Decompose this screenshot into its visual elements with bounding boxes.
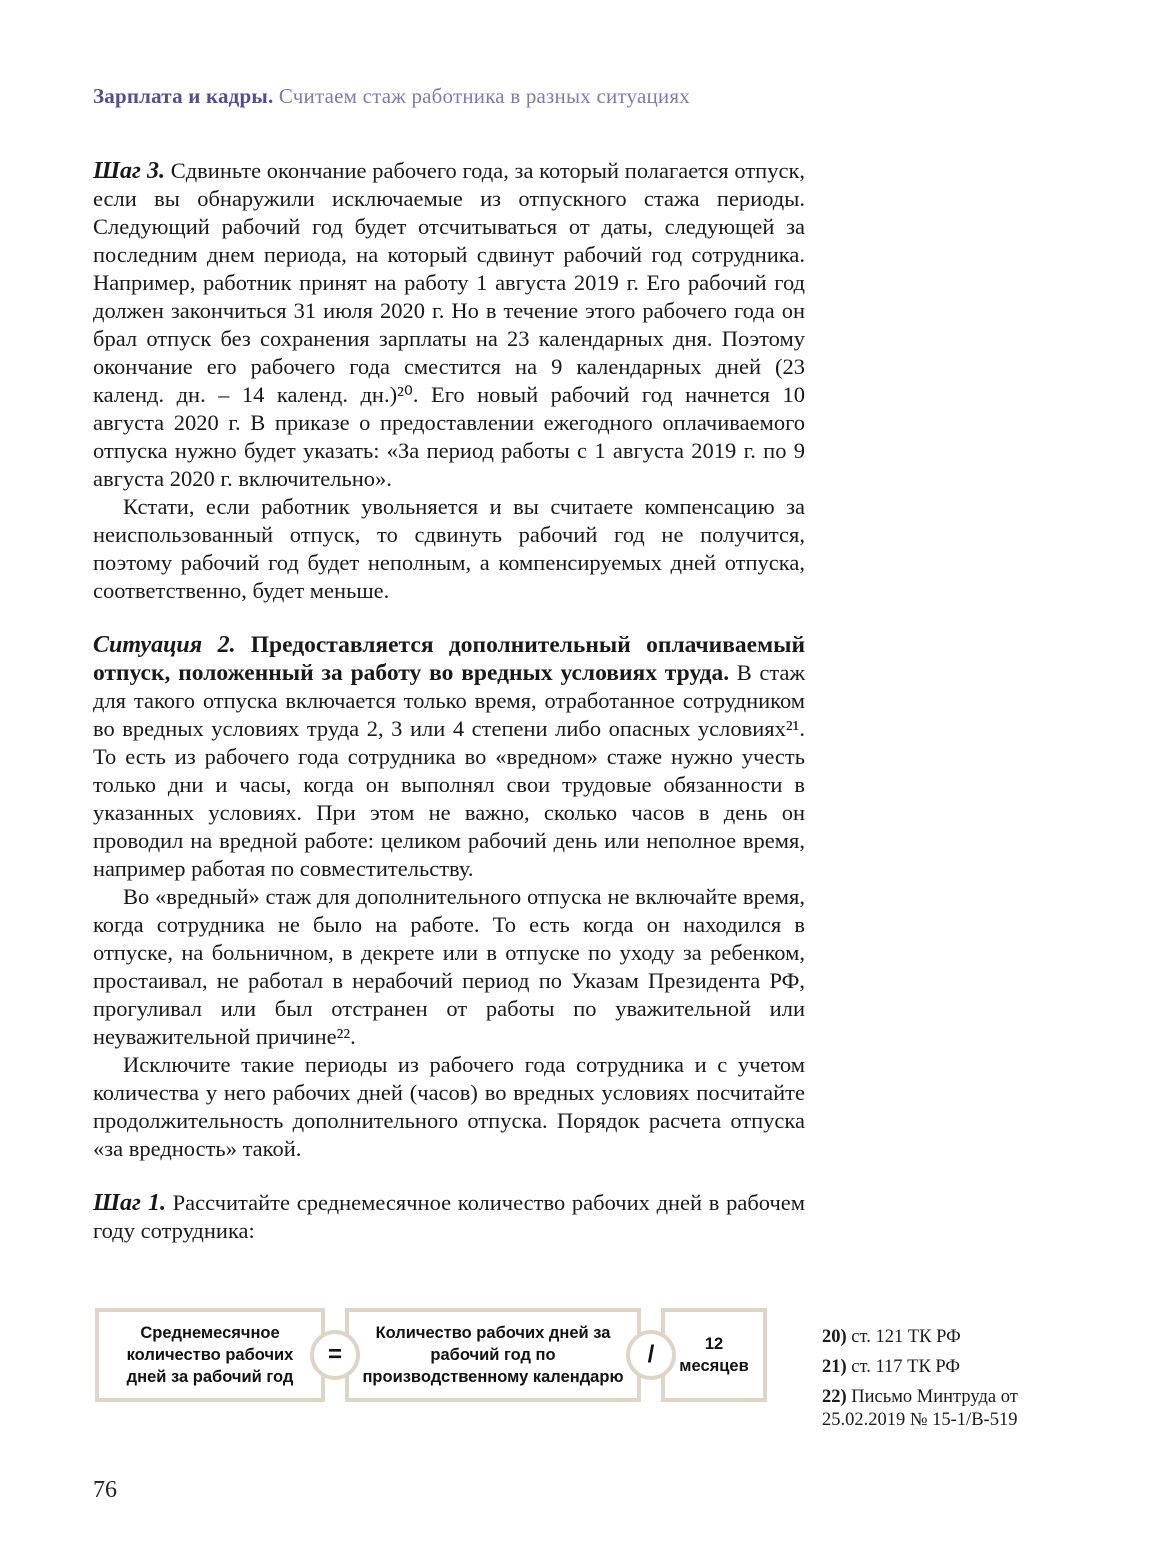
paragraph-text: Кстати, если работник увольняется и вы считаете компенсацию за неиспользованный отпуск, то сдвинуть рабочий год не получится, поэтому рабочий год будет неполным, а компенсируемых дней отпуска, соответственно, будет меньше. — [93, 494, 805, 603]
footnote-text: Письмо Минтруда от 25.02.2019 № 15-1/В-519 — [822, 1387, 1018, 1430]
footnote-21 — [822, 1356, 1062, 1379]
paragraph-situation-2 — [93, 631, 805, 883]
formula-box-numerator: Количество рабочих дней за рабочий год по производственному календарю — [345, 1308, 641, 1402]
footnote-text: ст. 121 ТК РФ — [851, 1327, 961, 1347]
footnote-text: ст. 117 ТК РФ — [851, 1357, 960, 1377]
footnote-20 — [822, 1326, 1062, 1349]
paragraph-compensation-note — [93, 493, 805, 605]
page-header — [93, 83, 690, 109]
article-body — [93, 157, 805, 1245]
formula-box-result: Среднемесячное количество рабочих дней за рабочий год — [95, 1308, 325, 1402]
header-brand: Зарплата и кадры. — [93, 84, 274, 108]
equals-operator-icon: = — [310, 1330, 360, 1380]
footnote-22 — [822, 1386, 1062, 1432]
paragraph-harmful-exclusions — [93, 883, 805, 1051]
paragraph-text: Исключите такие периоды из рабочего года сотрудника и с учетом количества у него рабочих дней (часов) во вредных условиях посчитайте продолжительность дополнительного отпуска. Порядок расчета отпуска «за вредность» такой. — [93, 1052, 805, 1161]
footnote-number: 21) — [822, 1357, 847, 1377]
paragraph-lead: Ситуация 2. — [93, 632, 236, 658]
paragraph-text: Сдвиньте окончание рабочего года, за который полагается отпуск, если вы обнаружили исключаемые из отпускного стажа периоды. Следующий рабочий год будет отсчитываться от даты, следующей за последним днем периода, на который сдвинут рабочий год сотрудника. Например, работник принят на работу 1 августа 2019 г. Его рабочий год должен закончиться 31 июля 2020 г. Но в течение этого рабочего года он брал отпуск без сохранения зарплаты на 23 календарных дня. Поэтому окончание его рабочего года сместится на 9 календарных дней (23 календ. дн. – 14 календ. дн.)²⁰. Его новый рабочий год начнется 10 августа 2020 г. В приказе о предоставлении ежегодного оплачиваемого отпуска нужно будет указать: «За период работы с 1 августа 2019 г. по 9 августа 2020 г. включительно». — [93, 158, 805, 491]
formula-row — [95, 1308, 767, 1402]
paragraph-lead: Шаг 1. — [93, 1190, 166, 1216]
paragraph-text: Во «вредный» стаж для дополнительного отпуска не включайте время, когда сотрудника не было на работе. То есть когда он находился в отпуске, на больничном, в декрете или в отпуске по уходу за ребенком, простаивал, не работал в нерабочий период по Указам Президента РФ, прогуливал или был отстранен от работы по уважительной или неуважительной причине²². — [93, 884, 805, 1049]
paragraph-lead: Шаг 3. — [93, 158, 165, 184]
paragraph-bold: Предоставляется дополнительный оплачиваемый отпуск, положенный за работу во вредных условиях труда. — [93, 632, 805, 686]
header-title: Считаем стаж работника в разных ситуациях — [278, 84, 690, 108]
paragraph-step-3 — [93, 157, 805, 493]
divide-operator-icon: / — [626, 1330, 676, 1380]
footnote-number: 20) — [822, 1327, 847, 1347]
footnote-number: 22) — [822, 1387, 847, 1407]
paragraph-text: В стаж для такого отпуска включается только время, отработанное сотрудником во вредных условиях труда 2, 3 или 4 степени либо опасных условиях²¹. То есть из рабочего года сотрудника во «вредном» стаже нужно учесть только дни и часы, когда он выполнял свои трудовые обязанности в указанных условиях. При этом не важно, сколько часов в день он проводил на вредной работе: целиком рабочий день или неполное время, например работая по совместительству. — [93, 660, 806, 881]
formula-box-months: 12 месяцев — [661, 1308, 767, 1402]
paragraph-step-1 — [93, 1189, 805, 1245]
page-number: 76 — [93, 1477, 117, 1503]
footnotes-block — [822, 1326, 1062, 1439]
paragraph-text: Рассчитайте среднемесячное количество рабочих дней в рабочем году сотрудника: — [93, 1190, 805, 1243]
paragraph-exclude-periods — [93, 1051, 805, 1163]
